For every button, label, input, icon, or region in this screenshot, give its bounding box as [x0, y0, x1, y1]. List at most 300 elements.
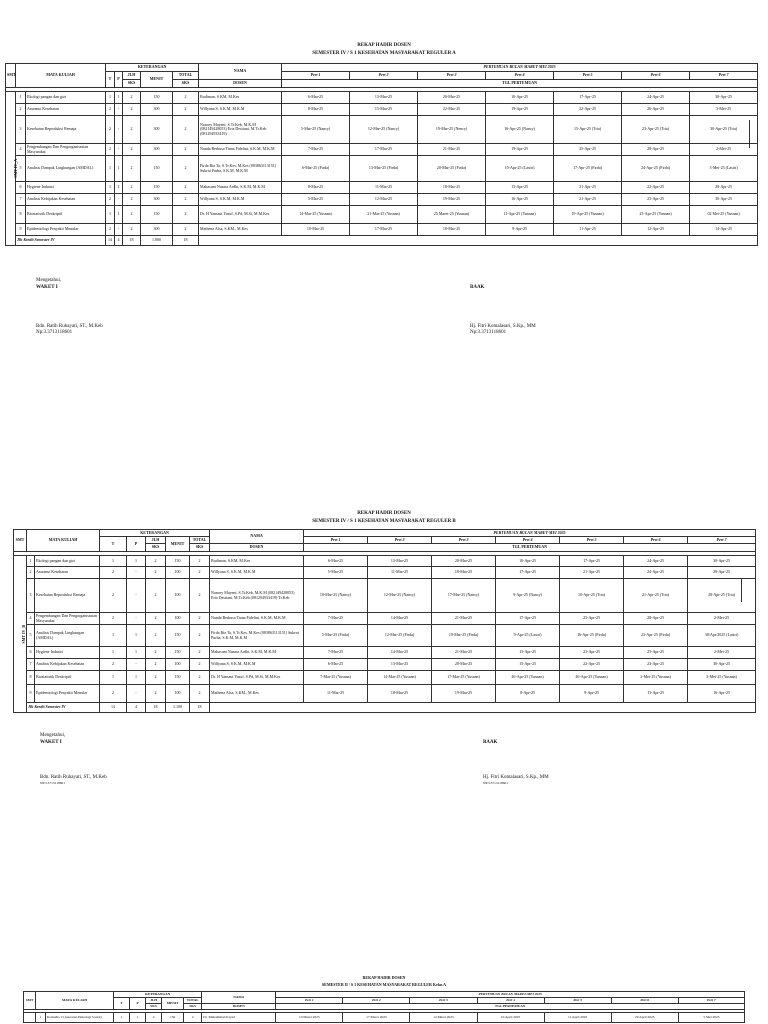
- p-header: P: [130, 998, 146, 1010]
- date-cell: 12-Mar-25 (Firda): [368, 625, 432, 647]
- date-cell: 20 April 2025: [611, 1013, 678, 1023]
- sks-cell: 2: [123, 206, 141, 224]
- total-cell: 2: [190, 647, 210, 659]
- p-cell: 1: [115, 182, 123, 194]
- total-row: [6, 236, 758, 246]
- total-cell: 2: [173, 194, 199, 206]
- page-title-c: REKAP HADIR DOSEN: [362, 975, 406, 980]
- date-cell: 7-Mar-25: [304, 613, 368, 625]
- date-cell: 8-Mar-25: [282, 182, 350, 194]
- table-row: [14, 556, 756, 567]
- mengetahui-b: Mengetahui,: [40, 733, 66, 738]
- sks-cell: 2: [146, 567, 166, 579]
- total-header: TOTAL: [184, 998, 202, 1004]
- menit-header: MENIT: [141, 72, 173, 88]
- date-cell: 26-Apr-25 (Yusnan): [496, 671, 560, 685]
- menit-cell: 100: [166, 659, 190, 671]
- p-cell: -: [115, 144, 123, 156]
- pert-6-header: Pert 6: [622, 72, 690, 80]
- date-cell: 14-Mar-25 (Yusnan): [368, 671, 432, 685]
- p-cell: 1: [127, 671, 146, 685]
- sks-cell: 2: [123, 92, 141, 104]
- baak-name-a: Hj. Fitri Komalasari, S.Kp., MM: [470, 324, 536, 329]
- date-cell: 25-Apr-25: [554, 144, 622, 156]
- date-cell: 20-Mar-25: [418, 92, 486, 104]
- dosen-cell: Budiman, S.KM, M.Kes: [210, 556, 304, 567]
- date-cell: 25-Apr-25: [560, 613, 624, 625]
- sks-total-header: SKS: [173, 80, 199, 88]
- jlh-header: JLH: [123, 72, 141, 80]
- p-header: P: [115, 72, 123, 88]
- menit-header: MENIT: [166, 537, 190, 552]
- t-cell: 1: [106, 182, 115, 194]
- dosen-cell: Mathena Afsa, S.KM., M.Kes: [210, 685, 304, 703]
- date-cell: 19-Mar-25: [418, 194, 486, 206]
- total-total: 18: [190, 703, 210, 713]
- smt-header: SMT: [14, 530, 27, 552]
- pert-5-header: Pert 5: [560, 537, 624, 544]
- pert-3-header: Pert 3: [432, 537, 496, 544]
- date-cell: 10 April 2025: [477, 1013, 544, 1023]
- date-cell: 17-Mar-25 (Nancy): [432, 579, 496, 613]
- t-cell: 2: [106, 116, 115, 144]
- row-number: 6: [16, 182, 26, 194]
- row-number: 7: [27, 659, 35, 671]
- margin-line-b: [741, 578, 742, 602]
- total-cell: 2: [173, 206, 199, 224]
- total-sks: 18: [123, 236, 141, 246]
- mata-kuliah-cell: Komedia 2 (Asuransi Psikologi Sosial): [46, 1013, 114, 1023]
- mata-kuliah-cell: Biostatistik Deskriptif: [35, 671, 100, 685]
- date-cell: 23-Apr-25 (Tria): [622, 116, 690, 144]
- sks-cell: 2: [146, 671, 166, 685]
- sks-header: SKS: [123, 80, 141, 88]
- menit-cell: 150: [166, 556, 190, 567]
- date-cell: 25-Apr-25 (Yusnan): [622, 206, 690, 224]
- total-row: [14, 703, 756, 713]
- date-cell: 3-Mei-25 (Lastri): [690, 156, 758, 182]
- date-cell: 18-Mar-25: [418, 224, 486, 236]
- date-cell: 22-Apr-25: [622, 182, 690, 194]
- date-cell: 19-Apr-25: [486, 104, 554, 116]
- dosen-cell: Nancey Mayeni, S.Tr.Keb, M.K.M (082149428053) Eria Destiani, M.Tr.Keb (081294933419) Tr.Keb: [210, 579, 304, 613]
- baak-name-b: Hj. Fitri Komalasari, S.Kp., MM: [483, 775, 549, 780]
- date-cell: 19-Mar-25 (Nency): [418, 116, 486, 144]
- date-cell: 20-Mar-25: [432, 556, 496, 567]
- sks-cell: 2: [146, 556, 166, 567]
- total-header: TOTAL: [190, 537, 210, 544]
- mata-kuliah-cell: Pengembangan Dan Pengorganisasian Masyarakat: [26, 144, 106, 156]
- menit-cell: 300: [141, 224, 173, 236]
- date-cell: 28-Apr-25: [624, 613, 688, 625]
- t-header: T: [114, 998, 130, 1010]
- date-cell: 5-Mar-25 (Nancy): [282, 116, 350, 144]
- total-empty: [199, 236, 758, 246]
- date-cell: 11-Mar-25: [368, 567, 432, 579]
- dosen-cell: Willyana S, S.K.M, M.K.M: [199, 194, 282, 206]
- baak-nip-b: NP.3.3713118601: [483, 781, 508, 785]
- menit-cell: 100: [166, 567, 190, 579]
- date-cell: 9-Apr-25: [560, 685, 624, 703]
- attendance-table-c: [23, 991, 745, 1023]
- date-cell: 24-Apr-25: [622, 92, 690, 104]
- mata-kuliah-cell: Pengembangan Dan Pengorganisasian Masyarakat: [35, 613, 100, 625]
- dosen-cell: Mathena Afsa, S.KM., M.Kes: [199, 224, 282, 236]
- mata-kuliah-cell: Kesehatan Reproduksi Remaja: [35, 579, 100, 613]
- t-cell: 2: [100, 567, 127, 579]
- date-cell: 10-Apr-25 (Lastri): [486, 156, 554, 182]
- date-cell: 30-Apr-25: [688, 659, 756, 671]
- dosen-cell: Willyana S, S.K.M, M.K.M: [199, 104, 282, 116]
- dosen-cell: Willyana S, S.K.M, M.K.M: [210, 567, 304, 579]
- waket-name-b: Bdn. Ratih Ruhayati, ST., M.Keb: [40, 775, 107, 780]
- menit-cell: 150: [166, 625, 190, 647]
- p-cell: 1: [127, 625, 146, 647]
- date-cell: 2-Mei-25: [690, 144, 758, 156]
- date-cell: 10-Mar-25 (Nancy): [304, 579, 368, 613]
- date-cell: 12-Mar-25 (Nancy): [368, 579, 432, 613]
- date-cell: 21-Apr-25: [554, 194, 622, 206]
- date-cell: 15-Apr-25: [624, 685, 688, 703]
- mata-kuliah-cell: Hygiene Industri: [35, 647, 100, 659]
- mata-kuliah-cell: Kesehatan Reproduksi Remaja: [26, 116, 106, 144]
- date-cell: 13-Mar-25: [368, 556, 432, 567]
- date-cell: 22-Mar-25: [418, 104, 486, 116]
- date-cell: 14-Mar-25: [368, 613, 432, 625]
- keterangan-header: KETERANGAN: [100, 530, 210, 537]
- sks-cell: 2: [146, 659, 166, 671]
- menit-cell: 100: [166, 685, 190, 703]
- t-cell: 1: [100, 671, 127, 685]
- date-cell: 21-Apr-25: [554, 182, 622, 194]
- date-cell: 13-Mar-25: [350, 92, 418, 104]
- total-cell: 2: [190, 556, 210, 567]
- dosen-header: DOSEN: [202, 1004, 276, 1010]
- tgl-pertemuan-header: TGL PERTEMUAN: [276, 1004, 745, 1010]
- date-cell: 3-Mei-25 (Yusnan): [688, 671, 756, 685]
- menit-cell: 100: [166, 613, 190, 625]
- total-cell: 2: [190, 579, 210, 613]
- date-cell: 12-Mar-25: [350, 194, 418, 206]
- mata-kuliah-cell: Hygiene Industri: [26, 182, 106, 194]
- date-cell: 22-Apr-25: [554, 104, 622, 116]
- smt-label: SMT IV_B: [21, 624, 27, 644]
- nama-header: NAMA: [210, 530, 304, 544]
- smt-label-cell: [14, 556, 27, 713]
- date-cell: 11 April 2025: [544, 1013, 611, 1023]
- sks-cell: 2: [123, 224, 141, 236]
- row-number: 3: [27, 579, 35, 613]
- row-number: 1: [36, 1013, 46, 1023]
- waket-role-b: WAKET I: [40, 740, 62, 745]
- pert-2-header: Pert 2: [350, 72, 418, 80]
- waket-role-a: WAKET I: [36, 285, 58, 290]
- date-cell: 28-Apr-25: [622, 144, 690, 156]
- pertemuan-header: PERTEMUAN BULAN MARET-MEI 2025: [304, 530, 756, 537]
- t-cell: 2: [100, 659, 127, 671]
- pert-6-header: Pert 6: [624, 537, 688, 544]
- sks-header: SKS: [146, 1004, 162, 1010]
- menit-header: MENIT: [162, 998, 184, 1010]
- page-subtitle-b: SEMESTER IV / S 1 KESEHATAN MASYARAKAT REGULER B: [312, 519, 456, 524]
- menit-cell: 150: [141, 182, 173, 194]
- pert-6-header: Pert 6: [611, 998, 678, 1004]
- row-number: 2: [27, 567, 35, 579]
- t-header: T: [100, 537, 127, 552]
- date-cell: 19-Apr-25 (Yusnan): [554, 206, 622, 224]
- date-cell: 17 Maret 2025: [343, 1013, 410, 1023]
- menit-cell: 100: [166, 579, 190, 613]
- total-menit: 1.100: [166, 703, 190, 713]
- date-cell: 20-Mar-25 (Firda): [418, 156, 486, 182]
- total-total: 18: [173, 236, 199, 246]
- sks-cell: 2: [123, 116, 141, 144]
- dosen-cell: Mahasuni Nusara Ardhi, S.K.M, M.K.M: [210, 647, 304, 659]
- pert-2-header: Pert 2: [343, 998, 410, 1004]
- smt-header: SMT: [6, 64, 16, 88]
- pertemuan-header: PERTEMUAN BULAN MARET-MEI 2025: [276, 992, 745, 998]
- date-cell: 2-Mei-25: [688, 647, 756, 659]
- tgl-pertemuan-header: TGL PERTEMUAN: [282, 80, 758, 88]
- dosen-cell: Nancey Mayeni, S.Tr.Keb, M.K.M (082149428053) Eria Destiani, M.Tr.Keb (081294933419): [199, 116, 282, 144]
- date-cell: 10-Apr-25: [496, 556, 560, 567]
- menit-cell: 150: [166, 671, 190, 685]
- t-cell: 1: [106, 206, 115, 224]
- date-cell: 3-Mei-25: [690, 104, 758, 116]
- t-cell: 1: [106, 156, 115, 182]
- baak-role-a: BAAK: [470, 285, 485, 290]
- date-cell: 18-Mar-25: [368, 685, 432, 703]
- date-cell: 15-Apr-25: [496, 647, 560, 659]
- date-cell: 19-Apr-25: [486, 144, 554, 156]
- page-subtitle-c: SEMESTER II / S 1 KESEHATAN MASYARAKAT REGULER Kelas A: [321, 982, 447, 987]
- table-row: [14, 647, 756, 659]
- t-cell: 1: [100, 625, 127, 647]
- p-cell: 1: [115, 92, 123, 104]
- date-cell: 25-Apr-25: [624, 647, 688, 659]
- date-cell: 6-Mar-25 (Firda): [282, 156, 350, 182]
- total-cell: 2: [173, 224, 199, 236]
- date-cell: 26-Apr-25: [622, 104, 690, 116]
- menit-cell: 150: [166, 647, 190, 659]
- date-cell: 14-Mar-25: [368, 647, 432, 659]
- total-cell: 2: [173, 182, 199, 194]
- mata-kuliah-cell: Biostatistik Deskriptif: [26, 206, 106, 224]
- total-p: 4: [115, 236, 123, 246]
- nama-header: NAMA: [199, 64, 282, 80]
- date-cell: 15-Mar-25: [350, 104, 418, 116]
- table-row: [6, 224, 758, 236]
- date-cell: 13-Mar-25 (Firda): [350, 156, 418, 182]
- date-cell: 15-Apr-25: [486, 182, 554, 194]
- table-row: [14, 659, 756, 671]
- date-cell: 7-Mar-25: [282, 144, 350, 156]
- date-cell: 2-Mei-25: [688, 613, 756, 625]
- date-cell: 17-Apr-25: [554, 92, 622, 104]
- dosen-cell: Dr. H Yansaut Yusuf, S.Pd, M.Si, M.M.Kes: [199, 206, 282, 224]
- date-cell: 10-Apr-25: [486, 92, 554, 104]
- row-number: 1: [16, 92, 26, 104]
- waket-name-a: Bdn. Ratih Ruhayati, ST., M.Keb: [36, 324, 103, 329]
- dosen-cell: Firda Ria Ta, S.Tr.Kes, M.Kes (083863113151) Sukrni Purba, S.K.M, M.K.M: [210, 625, 304, 647]
- menit-cell: 150: [162, 1013, 184, 1023]
- sks-cell: 2: [146, 579, 166, 613]
- date-cell: 23-Apr-25: [622, 194, 690, 206]
- row-number: 3: [16, 116, 26, 144]
- mata-kuliah-cell: Epidemiologi Penyakit Menular: [35, 685, 100, 703]
- t-cell: 1: [106, 92, 115, 104]
- total-label: Jlh Kredit Semester IV: [27, 703, 100, 713]
- date-cell: 5-Mar-25: [304, 567, 368, 579]
- pert-7-header: Pert 7: [690, 72, 758, 80]
- smt-label: SMT IV_A: [13, 159, 19, 178]
- total-cell: 2: [190, 659, 210, 671]
- date-cell: 14 Maret 2025: [410, 1013, 477, 1023]
- attendance-table-b: [13, 529, 756, 713]
- page-title-a: REKAP HADIR DOSEN: [357, 43, 411, 48]
- date-cell: 17-Apr-25: [496, 613, 560, 625]
- date-cell: 2-Mei-25 (Yusnan): [624, 671, 688, 685]
- date-cell: 24-Apr-25: [624, 556, 688, 567]
- table-row: [14, 579, 756, 613]
- mata-kuliah-cell: Asuransi Kesehatan: [26, 104, 106, 116]
- mata-kuliah-cell: Analisis Kebijakan Kesehatan: [35, 659, 100, 671]
- date-cell: 6-Mar-25: [304, 659, 368, 671]
- date-cell: 10-Mar-25: [282, 224, 350, 236]
- total-cell: 2: [173, 156, 199, 182]
- date-cell: 14-Apr-25: [690, 224, 758, 236]
- p-cell: 1: [127, 647, 146, 659]
- t-cell: 2: [106, 194, 115, 206]
- mata-kuliah-cell: Analisis Kebijakan Kesehatan: [26, 194, 106, 206]
- total-cell: 2: [173, 144, 199, 156]
- sks-header: SKS: [146, 544, 166, 552]
- t-header: T: [106, 72, 115, 88]
- date-cell: 23-Apr-25: [560, 647, 624, 659]
- table-row: [14, 567, 756, 579]
- date-cell: 28-Apr-25 (Tria): [688, 579, 756, 613]
- table-row: [6, 156, 758, 182]
- row-number: 5: [27, 625, 35, 647]
- p-cell: -: [127, 685, 146, 703]
- date-cell: 28-Apr-25: [690, 182, 758, 194]
- menit-cell: 300: [141, 144, 173, 156]
- date-cell: 23-Apr-25 (Firda): [624, 625, 688, 647]
- pert-3-header: Pert 3: [410, 998, 477, 1004]
- table-row: [14, 613, 756, 625]
- date-cell: 15-Apr-25 (Tria): [554, 116, 622, 144]
- menit-cell: 300: [141, 194, 173, 206]
- sks-cell: 2: [123, 194, 141, 206]
- menit-cell: 300: [141, 116, 173, 144]
- p-cell: 1: [115, 206, 123, 224]
- total-label: Jlh Kredit Semester IV: [16, 236, 106, 246]
- pert-4-header: Pert 4: [477, 998, 544, 1004]
- smt-label-cell: [6, 92, 19, 246]
- date-cell: 8-Apr-25: [496, 685, 560, 703]
- table-row: [6, 92, 758, 104]
- p-header: P: [127, 537, 146, 552]
- date-cell: 17-Mar-25: [350, 224, 418, 236]
- attendance-table-a: [5, 63, 758, 246]
- date-cell: 13-Mar-25: [368, 659, 432, 671]
- date-cell: 17-Apr-25: [496, 567, 560, 579]
- sks-cell: 2: [123, 156, 141, 182]
- date-cell: 21-Mar-25: [432, 647, 496, 659]
- dosen-cell: Dr. H Yansaut Yusuf, S.Pd, M.Si, M.M.Kes: [210, 671, 304, 685]
- date-cell: 9-Apr-25 (Nancy): [496, 579, 560, 613]
- baak-nip-a: Np:3.3713118601: [470, 330, 507, 335]
- t-cell: 2: [106, 224, 115, 236]
- t-cell: 2: [106, 144, 115, 156]
- row-number: 2: [16, 104, 26, 116]
- date-cell: 5-Mar-25: [282, 194, 350, 206]
- p-cell: -: [115, 104, 123, 116]
- dosen-cell: Mahasuni Nusara Ardhi, S.K.M, M.K.M: [199, 182, 282, 194]
- date-cell: 11-Mar-25: [350, 182, 418, 194]
- date-cell: 10-Apr-25 (Tria): [560, 579, 624, 613]
- t-cell: 1: [114, 1013, 130, 1023]
- date-cell: 16-Apr-25 (Firda): [560, 625, 624, 647]
- waket-nip-b: NP.3.3713118601: [40, 781, 65, 785]
- row-number: 9: [27, 685, 35, 703]
- total-cell: 2: [190, 671, 210, 685]
- sks-cell: 2: [146, 625, 166, 647]
- total-cell: 2: [184, 1013, 202, 1023]
- total-header: TOTAL: [173, 72, 199, 80]
- total-cell: 2: [190, 685, 210, 703]
- total-cell: 2: [190, 567, 210, 579]
- dosen-header: DOSEN: [210, 544, 304, 552]
- date-cell: 5-Mar-25 (Firda): [304, 625, 368, 647]
- sks-cell: 2: [146, 613, 166, 625]
- sks-total-header: SKS: [184, 1004, 202, 1010]
- pertemuan-header: PERTEMUAN BULAN MARET-MEI 2025: [282, 64, 758, 72]
- keterangan-header: KETERANGAN: [106, 64, 199, 72]
- table-row: [14, 625, 756, 647]
- sks-cell: 2: [123, 182, 141, 194]
- p-cell: -: [127, 659, 146, 671]
- p-cell: -: [115, 224, 123, 236]
- date-cell: 25 Maret-25 (Yusnan): [418, 206, 486, 224]
- date-cell: 16-Apr-25 (Nancy): [486, 116, 554, 144]
- sks-cell: 2: [146, 685, 166, 703]
- date-cell: 30-Apr-25 (Tria): [690, 116, 758, 144]
- date-cell: 10 Maret 2025: [276, 1013, 343, 1023]
- row-number: 6: [27, 647, 35, 659]
- date-cell: 30/Apr/2025 (Lastri): [688, 625, 756, 647]
- jlh-header: JLH: [146, 998, 162, 1004]
- row-number: 8: [16, 206, 26, 224]
- p-cell: -: [115, 116, 123, 144]
- dosen-cell: Firda Ria Ta, S.Tr.Kes, M.Kes (083863113151) Sukrni Purba, S.K.M, M.K.M: [199, 156, 282, 182]
- mata-kuliah-cell: Analisis Dampak Lingkungan (AMDAL): [35, 625, 100, 647]
- pert-3-header: Pert 3: [418, 72, 486, 80]
- p-cell: 1: [115, 156, 123, 182]
- baak-role-b: BAAK: [483, 740, 498, 745]
- menit-cell: 150: [141, 156, 173, 182]
- jlh-header: JLH: [146, 537, 166, 544]
- date-cell: 8-Mar-25: [282, 104, 350, 116]
- date-cell: 21-Mar-25: [418, 144, 486, 156]
- row-number: 4: [16, 144, 26, 156]
- mengetahui-a: Mengetahui,: [36, 278, 62, 283]
- total-cell: 2: [173, 104, 199, 116]
- date-cell: 12-Mar-25 (Nancy): [350, 116, 418, 144]
- mata-kuliah-header: MATA KULIAH: [36, 992, 114, 1010]
- total-t: 14: [106, 236, 115, 246]
- total-cell: 2: [173, 116, 199, 144]
